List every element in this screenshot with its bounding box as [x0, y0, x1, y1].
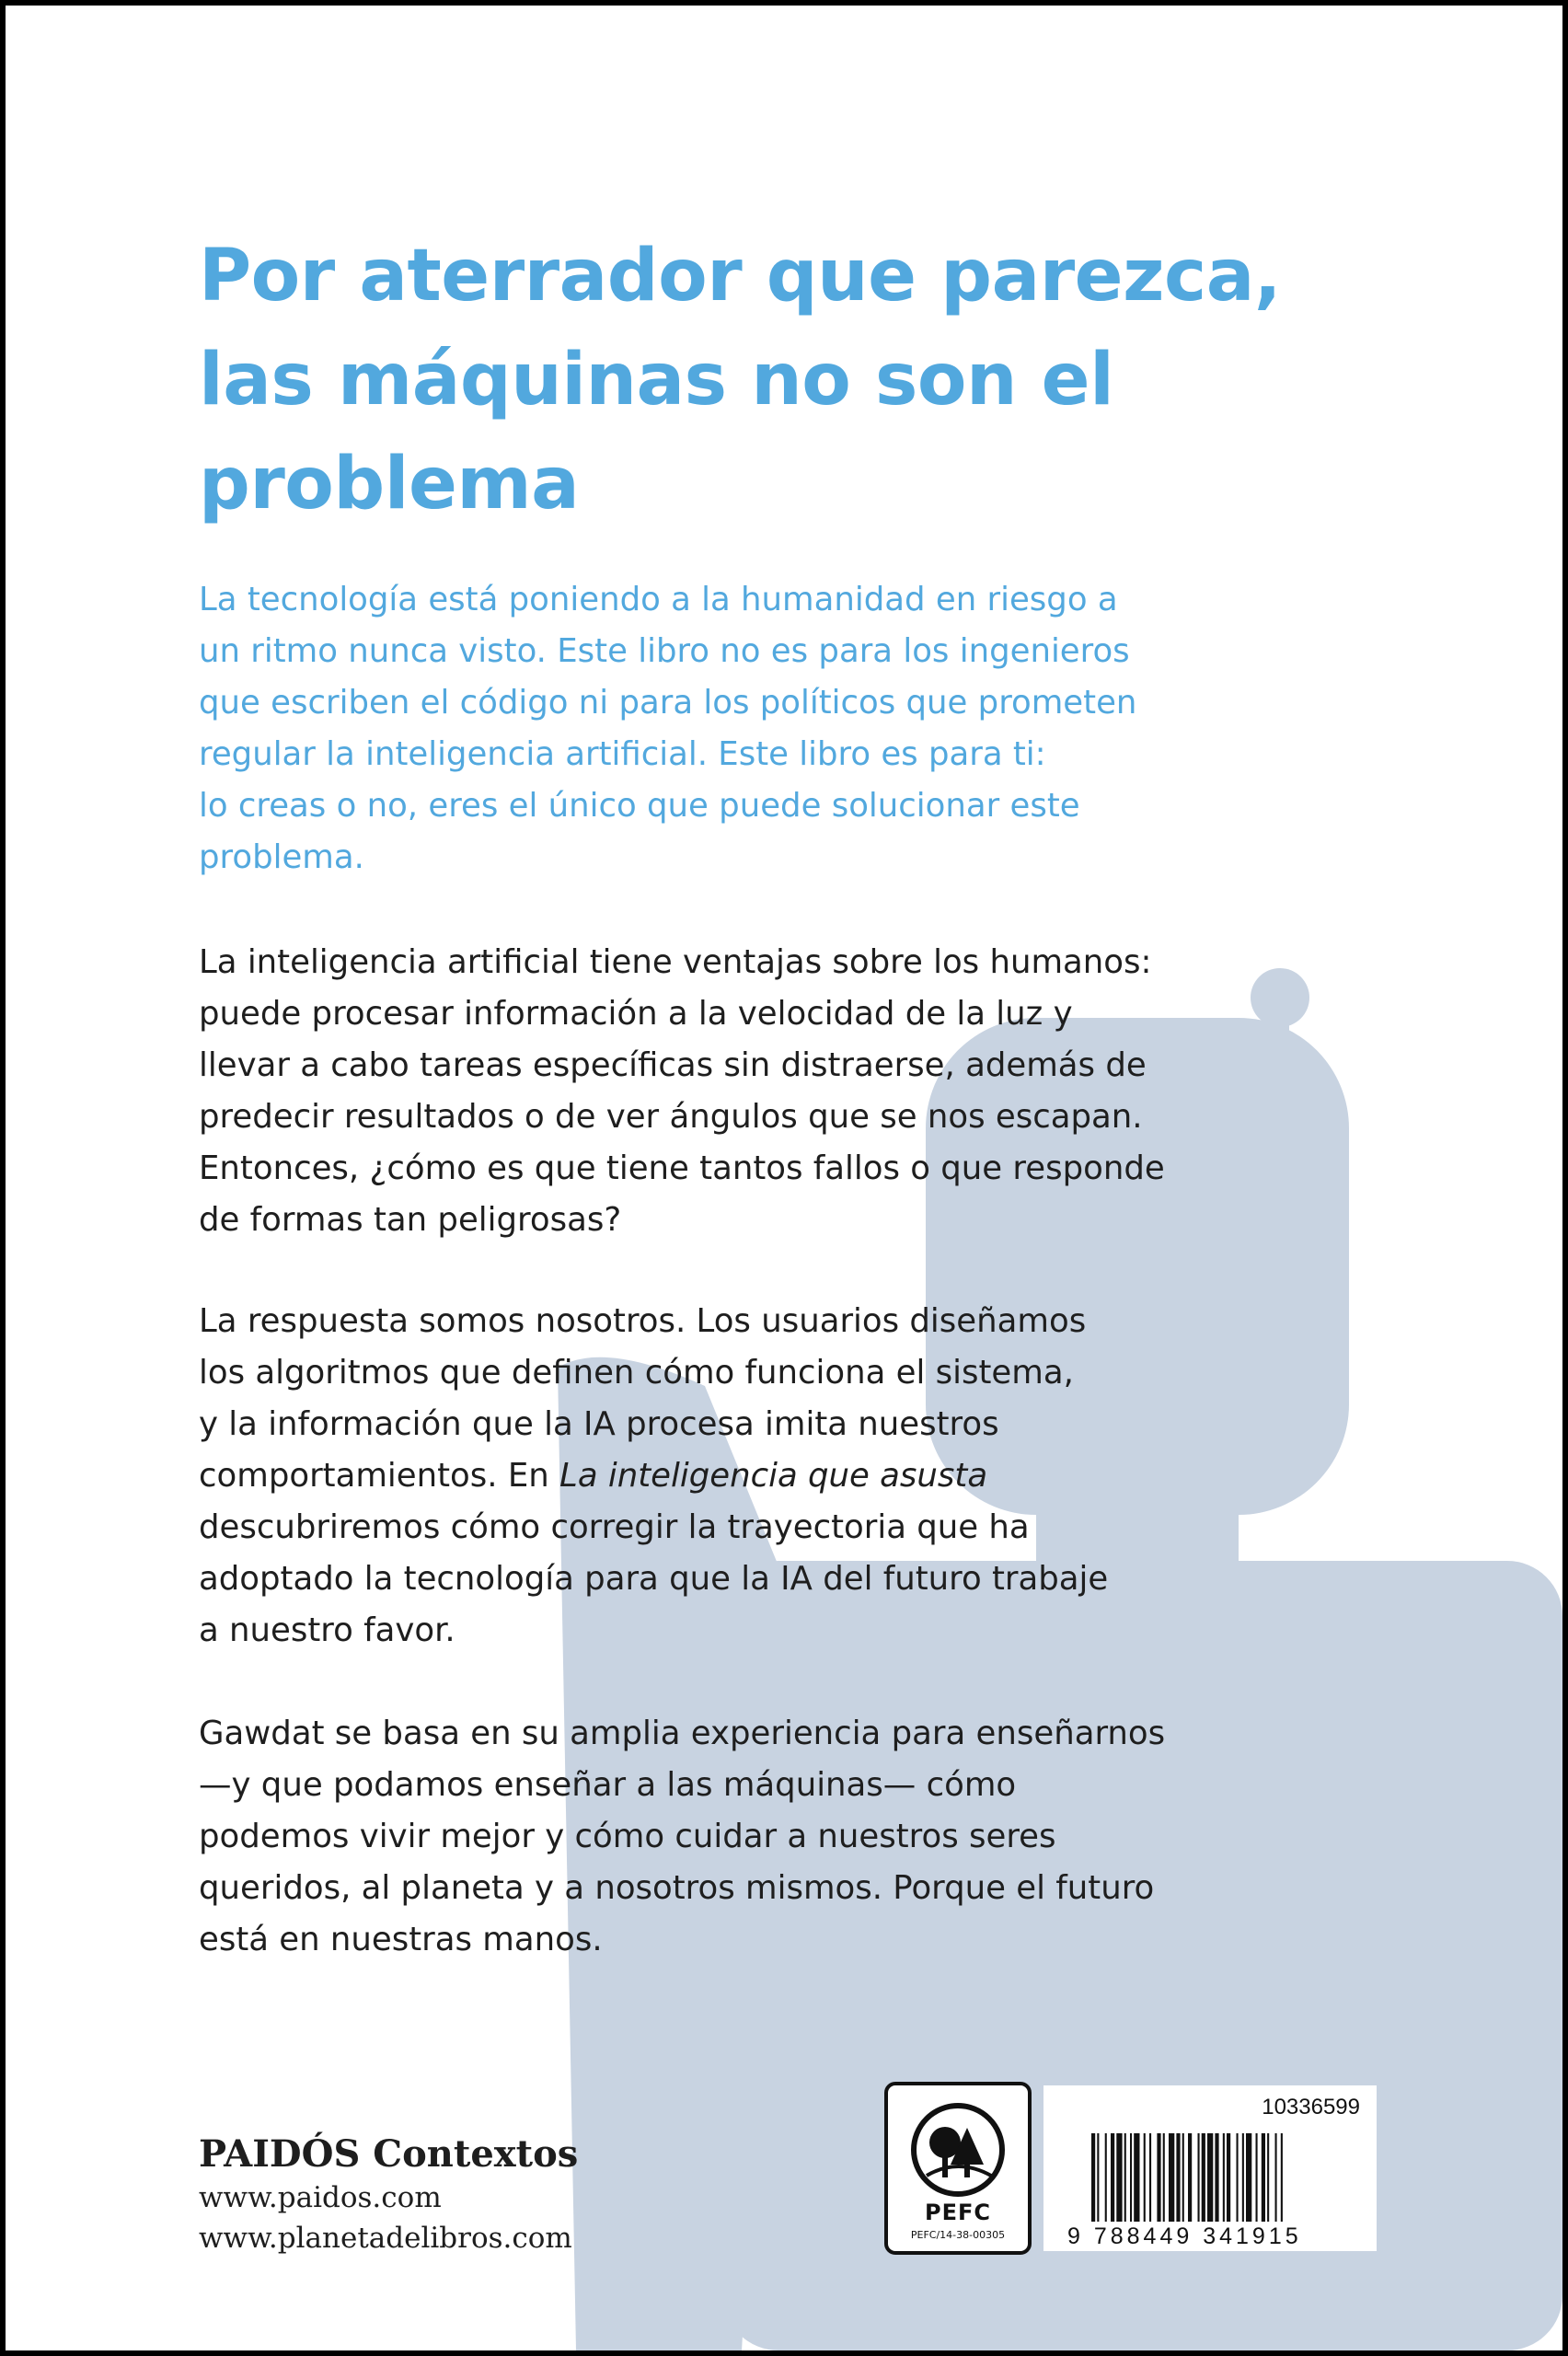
- pefc-badge: [884, 2082, 1032, 2255]
- back-cover: [6, 6, 1562, 2350]
- body-line: queridos, al planeta y a nosotros mismos. Porque el futuro: [199, 1869, 1155, 1907]
- headline-line: problema: [199, 443, 580, 525]
- headline-line: Por aterrador que parezca,: [199, 235, 1281, 318]
- publisher-brand: PAIDÓS Contextos: [199, 2132, 579, 2176]
- body-paragraph-2: [199, 1296, 1303, 1657]
- intro-line: lo creas o no, eres el único que puede solucionar este: [199, 787, 1080, 825]
- barcode-bars-icon: [1091, 2133, 1358, 2222]
- intro-line: problema.: [199, 838, 364, 876]
- body-paragraph-3: [199, 1708, 1303, 1966]
- body-line: [199, 1450, 1303, 1502]
- pefc-name: PEFC: [925, 2200, 991, 2225]
- body-line: a nuestro favor.: [199, 1611, 455, 1649]
- pefc-tree-logo-icon: [906, 2098, 1009, 2201]
- body-line: La inteligencia artificial tiene ventajas sobre los humanos:: [199, 943, 1152, 981]
- body-line: puede procesar información a la velocidad de la luz y: [199, 995, 1073, 1033]
- body-line: La respuesta somos nosotros. Los usuarios diseñamos: [199, 1302, 1087, 1340]
- body-line: Gawdat se basa en su amplia experiencia para enseñarnos: [199, 1715, 1166, 1752]
- body-line: llevar a cabo tareas específicas sin distraerse, además de: [199, 1046, 1147, 1084]
- body-line: Entonces, ¿cómo es que tiene tantos fallos o que responde: [199, 1149, 1165, 1187]
- intro-paragraph: [199, 574, 1303, 884]
- intro-line: que escriben el código ni para los políticos que prometen: [199, 684, 1137, 722]
- body-line: de formas tan peligrosas?: [199, 1201, 622, 1239]
- body-line-prefix: comportamientos. En: [199, 1457, 560, 1495]
- headline-line: las máquinas no son el: [199, 339, 1114, 422]
- publisher-url: www.planetadelibros.com: [199, 2222, 572, 2255]
- body-paragraph-1: [199, 937, 1303, 1246]
- intro-line: regular la inteligencia artificial. Este libro es para ti:: [199, 735, 1046, 773]
- pefc-code: PEFC/14-38-00305: [910, 2229, 1006, 2241]
- publisher-url: www.paidos.com: [199, 2181, 442, 2214]
- body-line: podemos vivir mejor y cómo cuidar a nuestros seres: [199, 1818, 1056, 1855]
- body-line: está en nuestras manos.: [199, 1921, 603, 1958]
- body-line: —y que podamos enseñar a las máquinas— cómo: [199, 1766, 1017, 1804]
- publisher-block: [199, 2131, 578, 2258]
- body-line: los algoritmos que definen cómo funciona el sistema,: [199, 1354, 1074, 1392]
- body-line: adoptado la tecnología para que la IA del futuro trabaje: [199, 1560, 1109, 1598]
- intro-line: un ritmo nunca visto. Este libro no es para los ingenieros: [199, 632, 1130, 670]
- barcode-ref: 10336599: [1262, 2095, 1360, 2119]
- body-line: predecir resultados o de ver ángulos que se nos escapan.: [199, 1098, 1143, 1136]
- body-line: descubriremos cómo corregir la trayectoria que ha: [199, 1508, 1030, 1546]
- barcode-number: 9 788449 341915: [1067, 2223, 1302, 2249]
- barcode-box: [1043, 2085, 1377, 2251]
- headline: [199, 225, 1303, 537]
- body-line: y la información que la IA procesa imita nuestros: [199, 1405, 999, 1443]
- book-title: La inteligencia que asusta: [559, 1457, 988, 1495]
- intro-line: La tecnología está poniendo a la humanidad en riesgo a: [199, 581, 1118, 618]
